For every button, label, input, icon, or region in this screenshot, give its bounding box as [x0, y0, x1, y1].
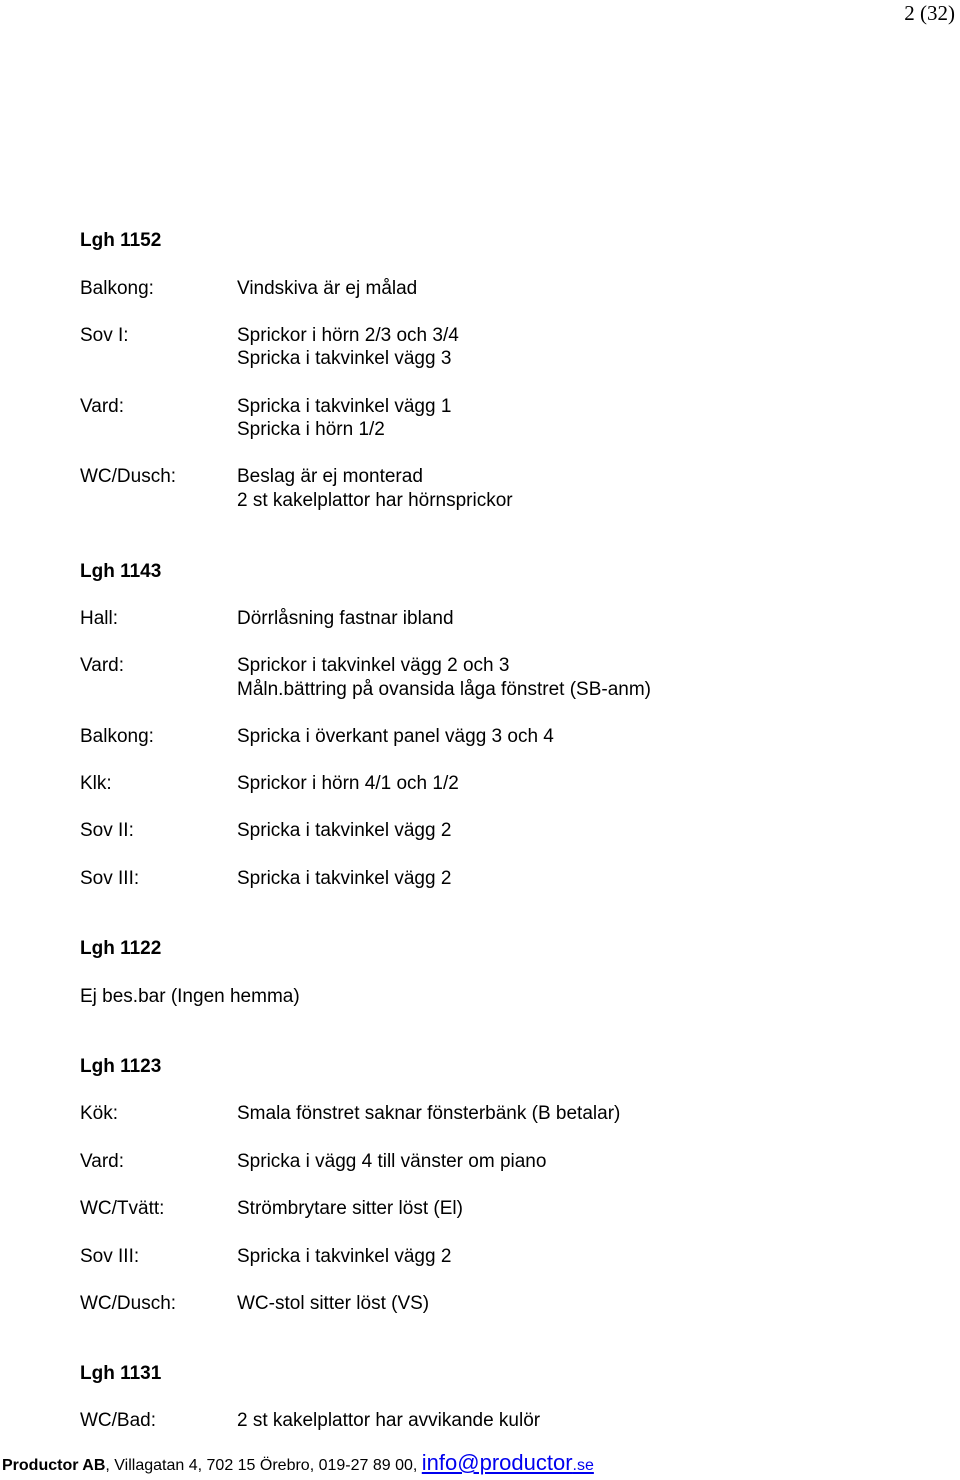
room-label: Kök: [80, 1103, 119, 1124]
room-label: WC/Dusch: [80, 1293, 177, 1314]
remark-line: Dörrlåsning fastnar ibland [237, 608, 454, 629]
section-heading: Lgh 1131 [80, 1363, 162, 1384]
room-label: Klk: [80, 773, 112, 794]
remark-line: Sprickor i hörn 2/3 och 3/4 [237, 325, 459, 346]
page-number: 2 (32) [904, 1, 955, 25]
footer [2, 1450, 594, 1479]
room-label: WC/Dusch: [80, 466, 177, 487]
remark-line: Smala fönstret saknar fönsterbänk (B betalar) [237, 1103, 621, 1124]
remark-line: Spricka i takvinkel vägg 1 [237, 396, 452, 417]
remark-line: Vindskiva är ej målad [237, 278, 418, 299]
remark-line: Spricka i takvinkel vägg 3 [237, 348, 452, 369]
room-label: WC/Bad: [80, 1410, 157, 1431]
section-heading: Lgh 1122 [80, 938, 162, 959]
section-heading: Lgh 1123 [80, 1056, 162, 1077]
remark-line: Spricka i takvinkel vägg 2 [237, 868, 452, 889]
remark-line: Sprickor i hörn 4/1 och 1/2 [237, 773, 459, 794]
section-note: Ej bes.bar (Ingen hemma) [80, 986, 300, 1007]
remark-line: Strömbrytare sitter löst (El) [237, 1198, 463, 1219]
section-heading: Lgh 1152 [80, 230, 162, 251]
room-label: Balkong: [80, 726, 154, 747]
remark-line: Spricka i takvinkel vägg 2 [237, 1246, 452, 1267]
remark-line: 2 st kakelplattor har hörnsprickor [237, 490, 513, 511]
footer-email-link[interactable] [422, 1450, 594, 1475]
room-label: Vard: [80, 655, 125, 676]
section-heading: Lgh 1143 [80, 561, 162, 582]
room-label: Sov III: [80, 868, 140, 889]
remark-line: Sprickor i takvinkel vägg 2 och 3 [237, 655, 510, 676]
remark-line: Spricka i hörn 1/2 [237, 419, 385, 440]
room-label: Sov II: [80, 820, 134, 841]
room-label: Balkong: [80, 278, 154, 299]
remark-line: Spricka i vägg 4 till vänster om piano [237, 1151, 547, 1172]
room-label: Vard: [80, 396, 125, 417]
remark-line: Beslag är ej monterad [237, 466, 423, 487]
remark-line: Spricka i takvinkel vägg 2 [237, 820, 452, 841]
footer-company: Productor AB [2, 1457, 106, 1474]
footer-email-tld[interactable]: .se [572, 1457, 594, 1474]
remark-line: Spricka i överkant panel vägg 3 och 4 [237, 726, 554, 747]
remark-line: 2 st kakelplattor har avvikande kulör [237, 1410, 541, 1431]
room-label: WC/Tvätt: [80, 1198, 165, 1219]
room-label: Vard: [80, 1151, 125, 1172]
remark-line: WC-stol sitter löst (VS) [237, 1293, 430, 1314]
remark-line: Måln.bättring på ovansida låga fönstret (SB-anm) [237, 679, 651, 700]
room-label: Hall: [80, 608, 119, 629]
footer-address: , Villagatan 4, 702 15 Örebro, 019-27 89 00, [105, 1457, 422, 1474]
room-label: Sov III: [80, 1246, 140, 1267]
footer-email-main[interactable]: info@productor [421, 1450, 573, 1475]
room-label: Sov I: [80, 325, 129, 346]
